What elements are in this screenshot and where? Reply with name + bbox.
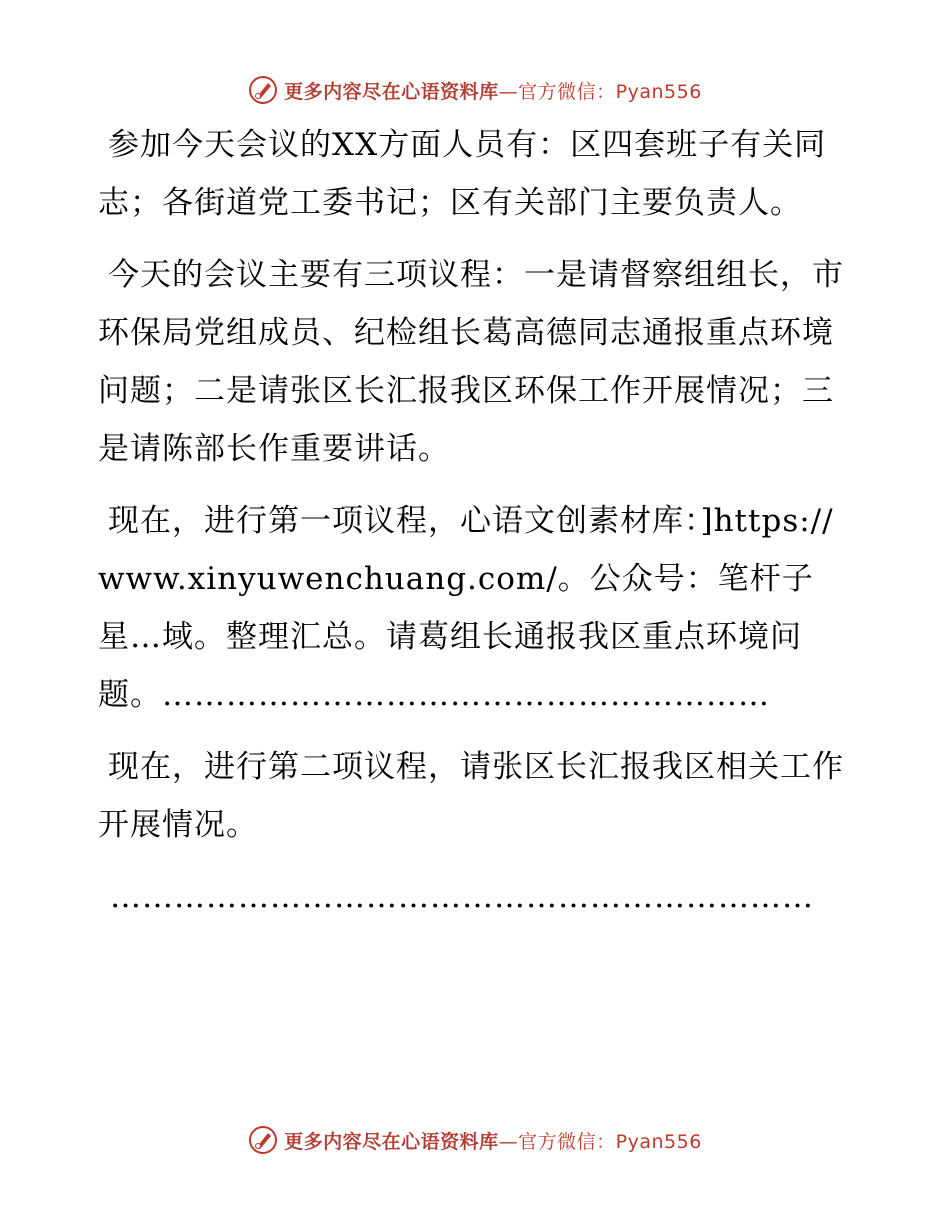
banner-text (284, 1127, 702, 1154)
paragraph-agenda: 今天的会议主要有三项议程：一是请督察组组长，市环保局党组成员、纪检组长葛高德同志通报重点环境问题；二是请张区长汇报我区环保工作开展情况；三是请陈部长作重要讲话。 (98, 257, 844, 467)
banner-separator: — (498, 80, 519, 103)
header-banner (0, 70, 950, 110)
banner-text (284, 77, 702, 104)
pen-nib-logo-icon (248, 1125, 278, 1155)
banner-site-name: 更多内容尽在心语资料库 (284, 80, 499, 103)
document-body (98, 116, 853, 926)
banner-wechat: 官方微信：Pyan556 (518, 80, 702, 103)
footer-banner (0, 1120, 950, 1160)
paragraph-second-item: 现在，进行第二项议程，请张区长汇报我区相关工作开展情况。 (98, 749, 844, 843)
banner-wechat: 官方微信：Pyan556 (518, 1130, 702, 1153)
pen-nib-logo-icon (248, 75, 278, 105)
paragraph-first-item: 现在，进行第一项议程，心语文创素材库：]https://www.xinyuwenchuang.com/。公众号：笔杆子星…域。整理汇总。请葛组长通报我区重点环境问题。………………………………………………… (98, 503, 834, 713)
ellipsis-line: ………………………………………………………… (110, 879, 814, 915)
paragraph-attendees: 参加今天会议的XX方面人员有：区四套班子有关同志；各街道党工委书记；区有关部门主要负责人。 (98, 127, 827, 221)
banner-site-name: 更多内容尽在心语资料库 (284, 1130, 499, 1153)
banner-separator: — (498, 1130, 519, 1153)
